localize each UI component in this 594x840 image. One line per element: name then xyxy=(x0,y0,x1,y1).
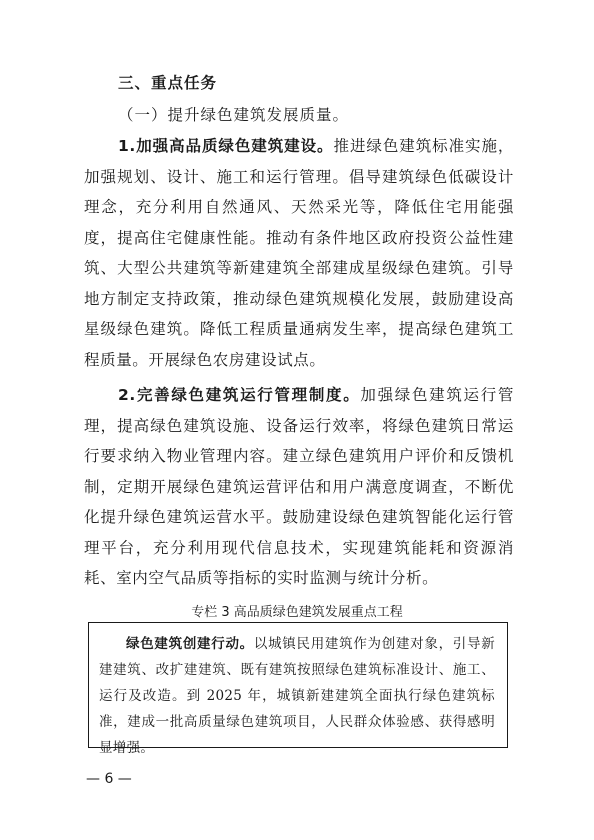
paragraph-1-text: 推进绿色建筑标准实施，加强规划、设计、施工和运行管理。倡导建筑绿色低碳设计理念，充分利用自然通风、天然采光等，降低住宅用能强度，提高住宅健康性能。推动有条件地区政府投资公益性建筑、大型公共建筑等新建建筑全部建成星级绿色建筑。引导地方制定支持政策，推动绿色建筑规模化发展，鼓励建设高星级绿色建筑。降低工程质量通病发生率，提高绿色建筑工程质量。开展绿色农房建设试点。 xyxy=(84,137,514,369)
box-lead: 绿色建筑创建行动。 xyxy=(126,636,254,652)
paragraph-2-text: 加强绿色建筑运行管理，提高绿色建筑设施、设备运行效率，将绿色建筑日常运行要求纳入物业管理内容。建立绿色建筑用户评价和反馈机制，定期开展绿色建筑运营评估和用户满意度调查，不断优化提升绿色建筑运营水平。鼓励建设绿色建筑智能化运行管理平台，充分利用现代信息技术，实现建筑能耗和资源消耗、室内空气品质等指标的实时监测与统计分析。 xyxy=(84,386,514,587)
box-title: 专栏 3 高品质绿色建筑发展重点工程 xyxy=(191,605,403,620)
paragraph-1 xyxy=(84,131,514,375)
highlight-box xyxy=(88,622,508,756)
box-text: 以城镇民用建筑作为创建对象，引导新建建筑、改扩建建筑、既有建筑按照绿色建筑标准设计、施工、运行及改造。到 2025 年，城镇新建建筑全面执行绿色建筑标准，建成一批高质量绿色建筑项目，人民群众体验感、获得感明显增强。 xyxy=(99,636,495,756)
paragraph-2 xyxy=(84,380,514,594)
box-body xyxy=(99,631,495,761)
paragraph-2-lead: 2.完善绿色建筑运行管理制度。 xyxy=(118,386,361,404)
section-heading: 三、重点任务 xyxy=(118,74,218,92)
subheading: （一）提升绿色建筑发展质量。 xyxy=(118,106,350,124)
paragraph-1-lead: 1.加强高品质绿色建筑建设。 xyxy=(118,137,334,155)
page-number: — 6 — xyxy=(86,771,132,787)
